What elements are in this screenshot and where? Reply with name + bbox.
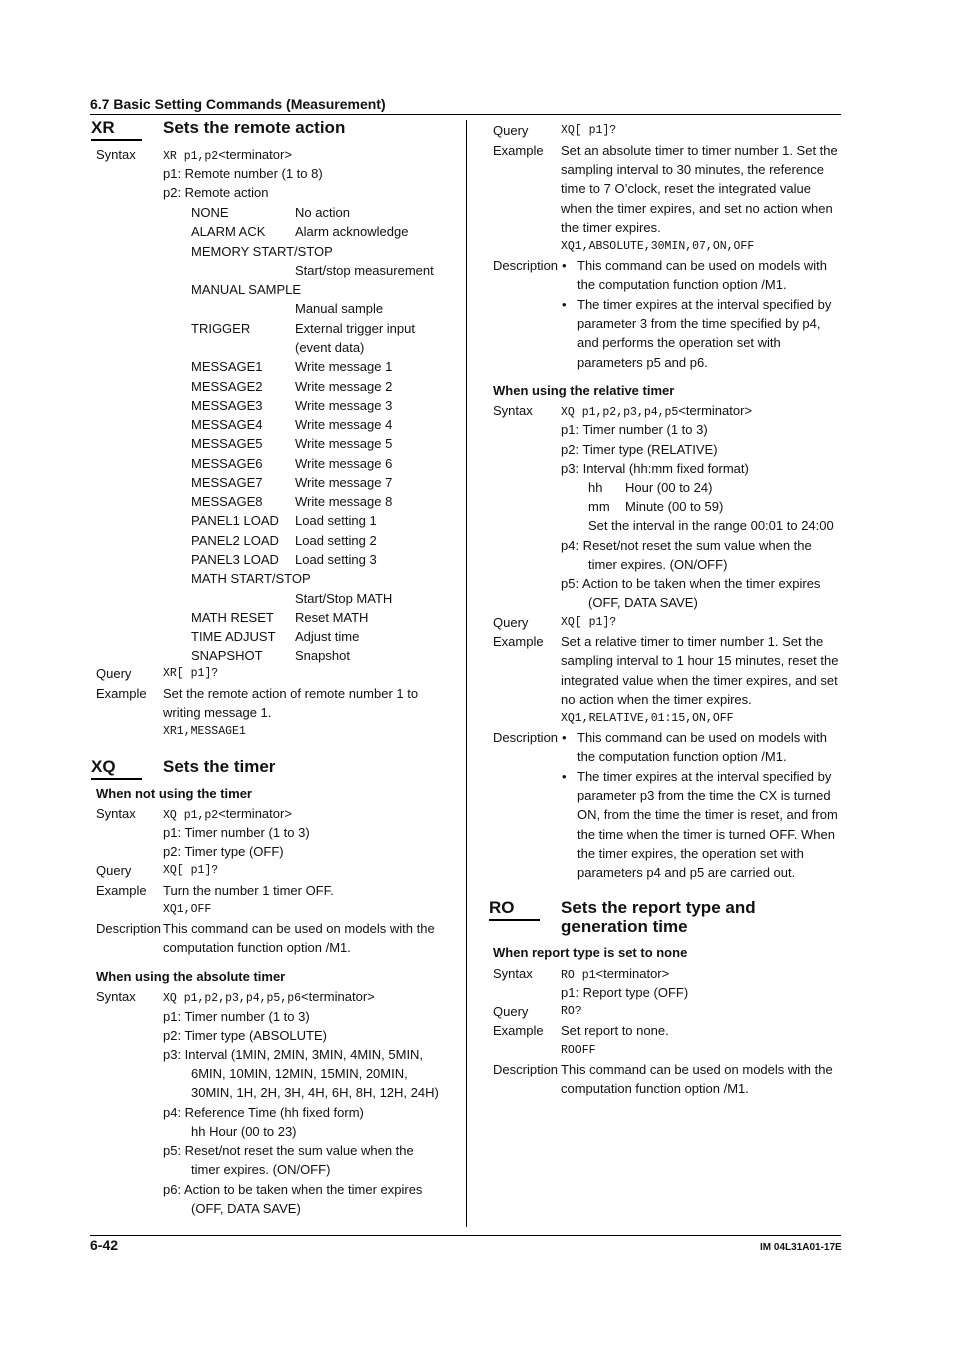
ro-heading: When report type is set to none xyxy=(493,945,688,960)
description-line: This command can be used on models with xyxy=(577,730,828,745)
xq-abs-p1: p1: Timer number (1 to 3) xyxy=(163,1009,310,1024)
description-line: parameters p5 and p6. xyxy=(577,354,708,370)
xr-param-p2: p2: Remote action xyxy=(163,185,269,200)
xr-action-description: Start/Stop MATH xyxy=(295,590,393,606)
xq-rel-hh-value: Hour (00 to 24) xyxy=(625,480,713,495)
xr-example-line-1: Set the remote action of remote number 1 to xyxy=(163,686,419,701)
xr-example-cmd: XR1,MESSAGE1 xyxy=(163,725,246,738)
xq-nu-description-label: Description xyxy=(96,921,162,936)
description-line: the time when the timer is turned OFF. When xyxy=(577,826,835,842)
xq-abs-p3-line-1: p3: Interval (1MIN, 2MIN, 3MIN, 4MIN, 5MIN, xyxy=(163,1047,424,1062)
xq-rel-p3: p3: Interval (hh:mm fixed format) xyxy=(561,461,749,476)
xr-param-p1: p1: Remote number (1 to 8) xyxy=(163,166,323,181)
description-line: This command can be used on models with xyxy=(577,258,828,273)
xq-rel-syntax xyxy=(561,403,752,421)
xq-rel-syntax-label: Syntax xyxy=(493,403,533,418)
description-line: The timer expires at the interval specified by xyxy=(577,296,832,312)
xq-rel-query-label: Query xyxy=(493,615,529,630)
xr-action-name: MESSAGE4 xyxy=(191,417,263,433)
description-line: the computation function option /M1. xyxy=(577,277,787,293)
xq-abs-query-label: Query xyxy=(493,123,529,138)
xq-abs-syntax-label: Syntax xyxy=(96,989,136,1004)
description-line: parameters p4 and p5 are carried out. xyxy=(577,865,796,881)
xr-action-description: Load setting 2 xyxy=(295,532,377,548)
xr-query: XR[ p1]? xyxy=(163,667,219,680)
xq-rel-syntax-cmd: XQ p1,p2,p3,p4,p5 xyxy=(561,406,679,419)
xq-rel-description-label: Description xyxy=(493,730,559,745)
ro-p1: p1: Report type (OFF) xyxy=(561,985,689,1000)
xq-rel-range: Set the interval in the range 00:01 to 24:00 xyxy=(588,518,834,533)
xq-abs-p3-line-3: 30MIN, 1H, 2H, 3H, 4H, 6H, 8H, 12H, 24H) xyxy=(191,1085,439,1100)
xr-action-description: Alarm acknowledge xyxy=(295,224,409,240)
xr-syntax xyxy=(163,147,292,165)
xr-command-code: XR xyxy=(91,118,115,137)
ro-title-line-1: Sets the report type and xyxy=(561,898,756,917)
xq-abs-example-cmd: XQ1,ABSOLUTE,30MIN,07,ON,OFF xyxy=(561,240,755,253)
xr-syntax-label: Syntax xyxy=(96,147,136,162)
ro-description-line-1: This command can be used on models with the xyxy=(561,1062,833,1077)
xq-rel-example-cmd: XQ1,RELATIVE,01:15,ON,OFF xyxy=(561,712,734,725)
xr-action-description: Write message 7 xyxy=(295,474,393,490)
xq-rel-p5-line-2: (OFF, DATA SAVE) xyxy=(588,595,698,610)
xr-action-name: MESSAGE8 xyxy=(191,494,263,510)
xr-action-description: (event data) xyxy=(295,339,365,355)
header-rule xyxy=(90,114,841,115)
xr-action-name: MATH RESET xyxy=(191,609,274,625)
xq-rel-p2: p2: Timer type (RELATIVE) xyxy=(561,442,718,457)
xq-nu-description-line-2: computation function option /M1. xyxy=(163,940,351,955)
xq-abs-query: XQ[ p1]? xyxy=(561,124,617,137)
xr-action-name: MESSAGE5 xyxy=(191,436,263,452)
ro-example-label: Example xyxy=(493,1023,544,1038)
footer-rule xyxy=(90,1235,841,1236)
xq-abs-example-line: Set an absolute timer to timer number 1. Set the xyxy=(561,143,838,158)
ro-command-code: RO xyxy=(489,898,515,917)
xr-action-name: MESSAGE7 xyxy=(191,474,263,490)
xq-abs-example-line: when the timer expires, and set no action when xyxy=(561,200,833,216)
ro-query-label: Query xyxy=(493,1004,529,1019)
description-line: the computation function option /M1. xyxy=(577,749,787,765)
xq-abs-p4-line-2: hh Hour (00 to 23) xyxy=(191,1124,297,1139)
xq-rel-query: XQ[ p1]? xyxy=(561,616,617,629)
xq-rel-syntax-terminator: <terminator> xyxy=(678,403,753,418)
xq-code-underline xyxy=(91,778,142,780)
xr-action-description: Snapshot xyxy=(295,648,350,664)
xr-action-description: Adjust time xyxy=(295,629,360,645)
xq-rel-mm-key: mm xyxy=(588,499,610,514)
xq-rel-example-label: Example xyxy=(493,634,544,649)
xr-action-name: ALARM ACK xyxy=(191,224,266,240)
column-divider xyxy=(466,120,467,1227)
xr-action-name: TIME ADJUST xyxy=(191,629,276,645)
xq-rel-example-line: no action when the timer expires. xyxy=(561,691,752,707)
xq-nu-syntax-terminator: <terminator> xyxy=(218,806,292,821)
description-line: The timer expires at the interval specified by xyxy=(577,768,832,784)
ro-description-label: Description xyxy=(493,1062,559,1077)
xr-action-description: Reset MATH xyxy=(295,609,369,625)
xr-action-description: Start/stop measurement xyxy=(295,262,434,278)
xr-action-name: MESSAGE3 xyxy=(191,397,263,413)
xr-syntax-cmd: XR p1,p2 xyxy=(163,150,219,163)
xq-abs-example-label: Example xyxy=(493,143,544,158)
description-line: the timer expires, the operation set with xyxy=(577,845,804,861)
xr-action-description: Write message 4 xyxy=(295,417,393,433)
xr-action-name: TRIGGER xyxy=(191,320,251,336)
bullet-icon: • xyxy=(562,258,567,273)
xr-code-underline xyxy=(91,139,142,141)
xq-abs-p2: p2: Timer type (ABSOLUTE) xyxy=(163,1028,327,1043)
xr-title: Sets the remote action xyxy=(163,118,346,137)
ro-syntax-label: Syntax xyxy=(493,966,533,981)
xr-action-name: NONE xyxy=(191,205,229,220)
xq-nu-example: Turn the number 1 timer OFF. xyxy=(163,883,334,898)
bullet-icon: • xyxy=(562,296,567,312)
xr-syntax-terminator: <terminator> xyxy=(218,147,292,162)
ro-syntax xyxy=(561,966,669,984)
xr-example-label: Example xyxy=(96,686,147,701)
xr-action-description: Load setting 3 xyxy=(295,552,377,568)
xq-rel-example-line: integrated value when the timer expires, and set xyxy=(561,672,838,688)
xq-nu-example-cmd: XQ1,OFF xyxy=(163,903,212,916)
description-line: and performs the operation set with xyxy=(577,335,781,351)
xq-nu-description-line-1: This command can be used on models with the xyxy=(163,921,435,936)
xq-rel-p1: p1: Timer number (1 to 3) xyxy=(561,422,708,437)
description-line: parameter p3 from the time the CX is turned xyxy=(577,787,831,803)
xq-abs-p5-line-2: timer expires. (ON/OFF) xyxy=(191,1162,331,1177)
xq-command-code: XQ xyxy=(91,757,116,776)
xr-action-description: Manual sample xyxy=(295,301,384,317)
xr-action-description: Write message 1 xyxy=(295,359,393,375)
xq-nu-p1: p1: Timer number (1 to 3) xyxy=(163,825,310,840)
xr-action-name: MESSAGE2 xyxy=(191,378,263,394)
xq-rel-p5-line-1: p5: Action to be taken when the timer expires xyxy=(561,576,821,591)
xq-rel-p4-line-2: timer expires. (ON/OFF) xyxy=(588,557,728,572)
xq-relative-heading: When using the relative timer xyxy=(493,383,675,398)
ro-code-underline xyxy=(489,919,540,921)
document-id: IM 04L31A01-17E xyxy=(760,1242,842,1253)
bullet-icon: • xyxy=(562,768,567,784)
bullet-icon: • xyxy=(562,730,567,745)
ro-query: RO? xyxy=(561,1005,582,1018)
xq-nu-syntax-cmd: XQ p1,p2 xyxy=(163,809,219,822)
xr-action-description: No action xyxy=(295,205,350,220)
xq-rel-p4-line-1: p4: Reset/not reset the sum value when the xyxy=(561,538,812,553)
xr-action-description: External trigger input xyxy=(295,320,415,336)
xr-example-line-2: writing message 1. xyxy=(163,705,272,720)
ro-example-cmd: ROOFF xyxy=(561,1044,596,1057)
xq-abs-example-line: the timer expires. xyxy=(561,219,661,235)
xq-abs-example-line: sampling interval to 30 minutes, the reference xyxy=(561,162,825,178)
xq-absolute-heading: When using the absolute timer xyxy=(96,969,286,984)
page-number: 6-42 xyxy=(90,1237,119,1253)
xr-action-description: Write message 6 xyxy=(295,455,393,471)
xq-nu-query: XQ[ p1]? xyxy=(163,864,219,877)
xr-action-name: SNAPSHOT xyxy=(191,648,263,664)
xr-action-name: MESSAGE6 xyxy=(191,455,263,471)
xq-rel-example-line: sampling interval to 1 hour 15 minutes, reset the xyxy=(561,653,839,669)
description-line: ON, from the time the timer is reset, and from xyxy=(577,807,838,823)
xr-action-name: MANUAL SAMPLE xyxy=(191,282,302,298)
xq-title: Sets the timer xyxy=(163,757,276,776)
xr-action-description: Load setting 1 xyxy=(295,513,377,529)
xq-rel-mm-value: Minute (00 to 59) xyxy=(625,499,724,514)
xq-rel-hh-key: hh xyxy=(588,480,603,495)
ro-description-line-2: computation function option /M1. xyxy=(561,1081,749,1096)
xq-abs-description-label: Description xyxy=(493,258,559,273)
xr-action-name: MESSAGE1 xyxy=(191,359,263,375)
xr-action-name: PANEL1 LOAD xyxy=(191,513,279,529)
ro-syntax-cmd: RO p1 xyxy=(561,969,596,982)
xr-action-description: Write message 3 xyxy=(295,397,393,413)
xr-action-description: Write message 2 xyxy=(295,378,393,394)
xq-not-using-heading: When not using the timer xyxy=(96,786,252,801)
xr-action-description: Write message 8 xyxy=(295,494,393,510)
xq-abs-example-line: time to 7 O’clock, reset the integrated value xyxy=(561,181,812,197)
xq-nu-p2: p2: Timer type (OFF) xyxy=(163,844,284,859)
xq-rel-example-line: Set a relative timer to timer number 1. Set the xyxy=(561,634,824,649)
xr-action-name: PANEL3 LOAD xyxy=(191,552,279,568)
xq-nu-syntax xyxy=(163,806,292,824)
xq-abs-p6-line-1: p6: Action to be taken when the timer expires xyxy=(163,1182,423,1197)
xq-abs-p6-line-2: (OFF, DATA SAVE) xyxy=(191,1201,301,1216)
ro-syntax-terminator: <terminator> xyxy=(595,966,670,981)
ro-title-line-2: generation time xyxy=(561,917,688,936)
xr-action-name: MEMORY START/STOP xyxy=(191,243,333,259)
xr-query-label: Query xyxy=(96,666,132,681)
xq-nu-syntax-label: Syntax xyxy=(96,806,136,821)
xq-nu-query-label: Query xyxy=(96,863,132,878)
xq-abs-syntax-terminator: <terminator> xyxy=(301,989,375,1004)
description-line: parameter 3 from the time specified by p4, xyxy=(577,315,821,331)
xq-abs-p4-line-1: p4: Reference Time (hh fixed form) xyxy=(163,1105,364,1120)
xq-abs-syntax-cmd: XQ p1,p2,p3,p4,p5,p6 xyxy=(163,992,302,1005)
section-header: 6.7 Basic Setting Commands (Measurement) xyxy=(90,96,386,112)
xr-action-name: PANEL2 LOAD xyxy=(191,532,279,548)
xq-abs-p3-line-2: 6MIN, 10MIN, 12MIN, 15MIN, 20MIN, xyxy=(191,1066,408,1081)
ro-example: Set report to none. xyxy=(561,1023,669,1038)
xq-abs-p5-line-1: p5: Reset/not reset the sum value when the xyxy=(163,1143,414,1158)
xq-nu-example-label: Example xyxy=(96,883,147,898)
xq-abs-syntax xyxy=(163,989,375,1007)
xr-action-name: MATH START/STOP xyxy=(191,571,311,587)
xr-action-description: Write message 5 xyxy=(295,436,393,452)
